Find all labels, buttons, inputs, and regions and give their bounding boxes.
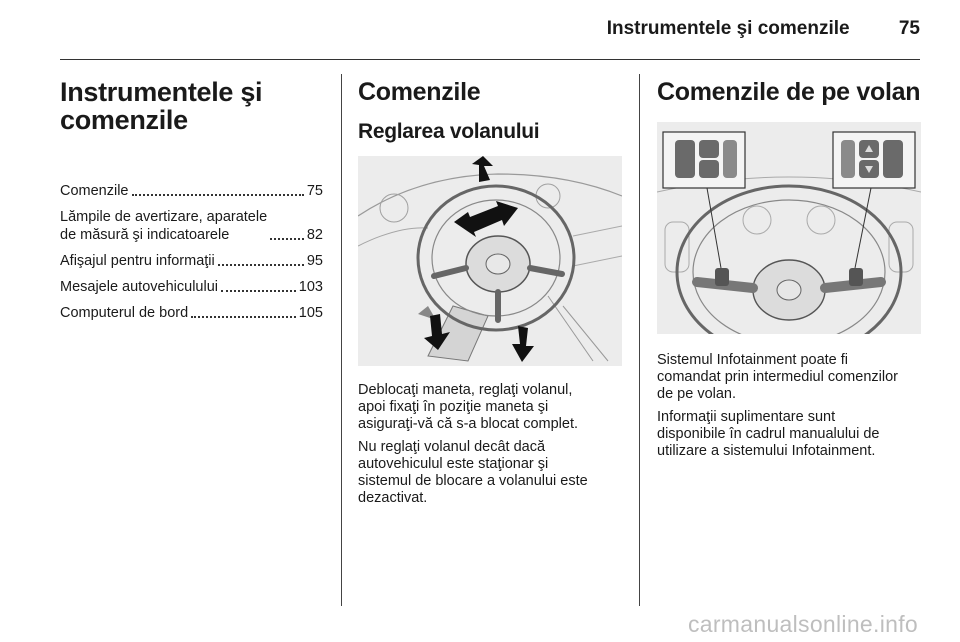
- toc-item[interactable]: [60, 252, 323, 270]
- paragraph: Sistemul Infotainment poate fi comandat prin intermediul comenzilor de pe volan.: [657, 352, 898, 402]
- running-title: Instrumentele şi comenzile: [606, 18, 850, 39]
- toc-item-page: 82: [306, 227, 323, 243]
- controls-column: [358, 74, 622, 507]
- watermark: carmanualsonline.info: [687, 611, 918, 637]
- toc-leader: [221, 290, 296, 292]
- toc-item[interactable]: [60, 208, 323, 244]
- toc-item-page: 95: [306, 253, 323, 269]
- toc-item-page: 103: [298, 279, 323, 295]
- toc-item-title: Afişajul pentru informaţii: [60, 253, 215, 269]
- toc-leader: [191, 316, 296, 318]
- toc-item-page: 75: [306, 183, 323, 199]
- steering-controls-column: [657, 74, 921, 460]
- section-title: Comenzile de pe volan: [657, 78, 921, 106]
- toc-item[interactable]: [60, 278, 323, 296]
- column-divider: [639, 74, 640, 606]
- steering-controls-drawing: [657, 122, 921, 334]
- paragraph: Informaţii suplimentare sunt disponibile în cadrul manualului de utilizare a sistemului Infotainment.: [657, 409, 880, 459]
- header-rule: [60, 59, 920, 60]
- steering-wheel-drawing: [358, 156, 622, 366]
- toc-item-title: Computerul de bord: [60, 305, 189, 321]
- toc-leader: [270, 238, 304, 240]
- paragraph: Deblocaţi maneta, reglaţi volanul, apoi fixaţi în poziţie maneta şi asiguraţi-vă că s-a blocat complet.: [358, 382, 579, 432]
- steering-adjust-illustration: [358, 156, 622, 366]
- toc-item[interactable]: [60, 304, 323, 322]
- paragraph: Nu reglaţi volanul decât dacă autovehiculul este staţionar şi sistemul de blocare a volanului este dezactivat.: [358, 439, 588, 506]
- toc-item[interactable]: [60, 182, 323, 200]
- section-title: Comenzile: [358, 78, 481, 106]
- toc-item-title: Lămpile de avertizare, aparatele de măsură şi indicatoarele: [60, 209, 268, 243]
- chapter-column: [60, 74, 323, 330]
- column-divider: [341, 74, 342, 606]
- page-number: 75: [898, 18, 920, 39]
- toc-item-title: Comenzile: [60, 183, 129, 199]
- chapter-title: Instrumentele şi comenzile: [60, 77, 263, 135]
- toc-leader: [218, 264, 304, 266]
- subsection-title: Reglarea volanului: [358, 120, 540, 143]
- toc-leader: [132, 194, 304, 196]
- toc-item-page: 105: [298, 305, 323, 321]
- steering-controls-illustration: [657, 122, 921, 334]
- running-header: [60, 18, 920, 48]
- toc-item-title: Mesajele autovehiculului: [60, 279, 218, 295]
- table-of-contents: [60, 182, 323, 322]
